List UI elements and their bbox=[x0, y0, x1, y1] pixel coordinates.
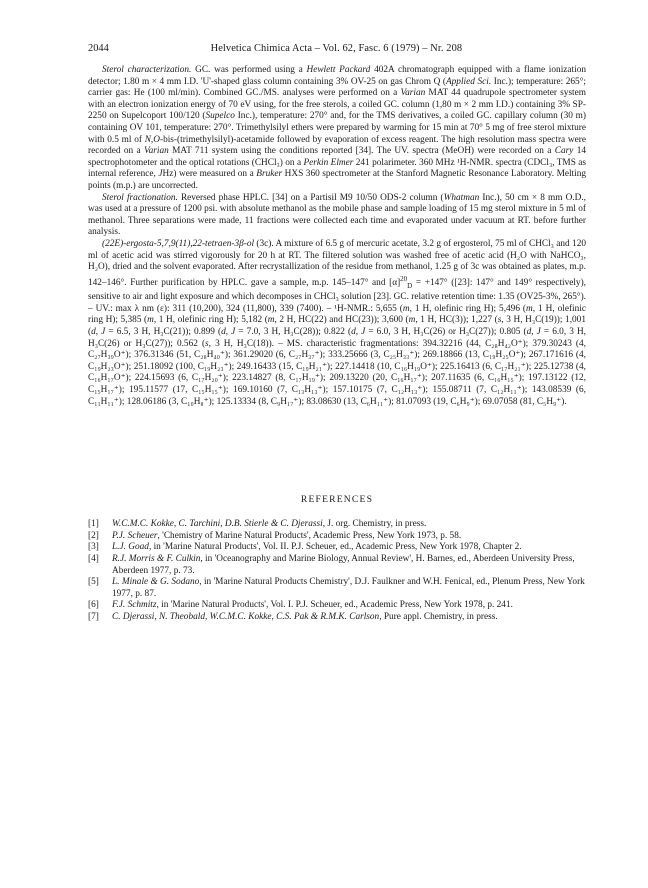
text-run: 402A chromatograph equipped with a flame ionization detector; 1.80 m × 4 mm I.D. 'U'-shaped glass column containing 3% OV-25 on gas Chrom Q ( bbox=[88, 65, 586, 87]
text-run: , Pure appl. Chemistry, in press. bbox=[379, 611, 498, 622]
text-run: = 6.0, 3 H, H₃C(26) or H₃C(27)); 0.562 ( bbox=[88, 327, 586, 349]
reference-item bbox=[88, 577, 586, 600]
text-run: Applied Sci. bbox=[445, 76, 492, 87]
reference-number: [3] bbox=[88, 542, 99, 553]
reference-text bbox=[112, 531, 586, 543]
text-run: R.J. Morris & F. Culkin bbox=[112, 553, 201, 564]
text-run: , 1 H, olefinic ring H); 5,182 ( bbox=[153, 315, 268, 326]
text-run: d, J bbox=[351, 327, 366, 338]
text-run: , 1 H, olefinic ring H); 5,385 ( bbox=[88, 303, 586, 326]
reference-number: [2] bbox=[88, 530, 99, 541]
reference-text bbox=[112, 600, 586, 612]
reference-item bbox=[88, 531, 586, 543]
text-run: Bruker bbox=[256, 169, 283, 180]
text-run: 14 spectrophotometer and the optical rotations (CHCl₃) on a bbox=[88, 146, 587, 168]
reference-number: [4] bbox=[88, 553, 99, 564]
text-run: = 6.0, 3 H, H₃C(26) or H₃C(27)); 0.805 ( bbox=[365, 327, 527, 338]
text-run: d, J bbox=[221, 327, 236, 338]
text-run: GC. was performed using a bbox=[191, 65, 307, 75]
text-run: Sterol characterization. bbox=[102, 65, 192, 75]
text-run: , in 'Marine Natural Products Chemistry', D.J. Faulkner and W.H. Fenical, ed., Plenum Press, New York 1977, p. 87. bbox=[112, 577, 585, 599]
reference-text bbox=[112, 542, 586, 554]
text-run: MAT 711 system using the conditions reported [34]. The UV. spectra (MeOH) were recorded on a bbox=[168, 146, 555, 157]
text-run: P.J. Scheuer bbox=[112, 530, 158, 541]
text-run: , 'Chemistry of Marine Natural Products', Academic Press, New York 1973, p. 58. bbox=[157, 530, 462, 541]
text-run: D bbox=[407, 281, 413, 290]
text-run: , 3 H, H₃C(18)). – MS. characteristic fragmentations: 394.32216 (44, C₂₈H₄₂O⁺); 379.30243 (4, C₂₇H₃₉O⁺); 376.31346 (51, C₂₈H₄₀⁺); 361.29020 (6, C₂₇H₃₇⁺); 333.25666 (3, C₂₅H₃₃⁺); 269.18866 (13, C₁₉H₂₅O⁺); 267.171616 (4, C₁₉H₂₃O⁺); 251.18092 (100, C₁₉H₂₃⁺); 249.16433 (15, C₁₉H₂₁⁺); 227.14418 (10, C₁₆H₁₉O⁺); 225.16413 (6, C₁₇H₂₁⁺); 225.12738 (4, C₁₆H₁₇O⁺); 224.15693 (6, C₁₇H₂₀⁺); 223.14827 (8, C₁₇H₁₉⁺); 209.13220 (20, C₁₆H₁₇⁺); 207.11635 (6, C₁₆H₁₅⁺); 197.13122 (12, C₁₅H₁₇⁺); 195.11577 (17, C₁₅H₁₅⁺); 169.10160 (7, C₁₃H₁₃⁺); 157.10175 (7, C₁₂H₁₃⁺); 155.08711 (7, C₁₂H₁₁⁺); 143.08539 (6, C₁₁H₁₁⁺); 128.06186 (3, C₁₀H₈⁺); 125.13334 (8, C₉H₁₇⁺); 83.08630 (13, C₆H₁₁⁺); 81.07093 (19, C₆H₉⁺); 69.07058 (81, C₅H₉⁺). bbox=[88, 338, 586, 407]
text-run: d, J bbox=[91, 327, 106, 338]
text-run: HXS 360 spectrometer at the Stanford Magnetic Resonance Laboratory. Melting points (m.p.) are uncorrected. bbox=[88, 169, 587, 191]
journal-title: Helvetica Chimica Acta – Vol. 62, Fasc. 6 (1979) – Nr. 208 bbox=[210, 43, 463, 54]
reference-item bbox=[88, 612, 586, 624]
text-run: Inc.), temperature: 270° and, for the TMS derivatives, a coiled GC. capillary column (30 m) containing OV 101, temperature: 270°. Trimethylsilyl ethers were prepared by warming for 15 min at 70° 5 mg of free sterol mixture with 0.5 ml of bbox=[88, 111, 586, 145]
text-run: C. Djerassi, N. Theobald, W.C.M.C. Kokke, C.S. Pak & R.M.K. Carlson bbox=[112, 611, 380, 622]
page bbox=[88, 42, 586, 624]
text-run: Varian bbox=[400, 88, 426, 99]
text-run: (22E)-ergosta-5,7,9(11),22-tetraen-3β-ol bbox=[102, 238, 255, 249]
text-run: = +147° ([23]: 147° and 149° respectively), sensitive to air and light exposure and which decomposes in CHCl₃ solution [23]. GC. relative retention time: 1.35 (OV25-3%, 265°). – UV.: max λ nm (ε): 311 (10,200), 324 (11,800), 339 (7400). – ¹H-NMR.: 5,655 ( bbox=[88, 277, 586, 314]
reference-item bbox=[88, 600, 586, 612]
text-run: m bbox=[402, 303, 410, 314]
text-run: F.J. Schmitz bbox=[112, 600, 157, 611]
references-heading: REFERENCES bbox=[300, 494, 374, 506]
text-run: , 1 H, olefinic ring H); 5,496 ( bbox=[409, 303, 527, 314]
reference-item bbox=[88, 554, 586, 577]
text-run: MAT 44 quadrupole spectrometer system with an electron ionization energy of 70 eV using, for the free sterols, a coiled GC. column (1,80 m × 2 mm I.D.) containing 3% SP-2250 on Supelcoport 100/120 ( bbox=[88, 88, 586, 122]
text-run: (3c). A mixture of 6.5 g of mercuric acetate, 3.2 g of ergosterol, 75 ml of CHCl₃ and 120 ml of acetic acid was stirred vigorously for 20 h at RT. The filtered solution was washed free of acetic acid (H₂O with NaHCO₃, H₂O), dried and the solvent evaporated. After recrystallization of the residue from methanol, 1.25 g of 3c was obtained as plates, m.p. 142–146°. Further purification by HPLC. gave a sample, m.p. 145–147° and [α] bbox=[88, 238, 586, 288]
text-run: , 3 H, H₃C(19)); 1,001 ( bbox=[88, 315, 586, 338]
text-run: L.J. Goad bbox=[112, 542, 149, 553]
text-run: , in 'Oceanography and Marine Biology, Annual Review', H. Barnes, ed., Aberdeen University Press, Aberdeen 1977, p. 73. bbox=[112, 553, 575, 576]
text-run: Hz) were measured on a bbox=[162, 169, 257, 180]
text-run: Varian bbox=[143, 146, 169, 157]
text-run: Perkin Elmer bbox=[303, 157, 354, 168]
text-run: , J. org. Chemistry, in press. bbox=[322, 519, 427, 530]
page-number: 2044 bbox=[88, 43, 109, 54]
references-list bbox=[88, 519, 586, 623]
text-run: N,O bbox=[144, 134, 160, 145]
text-run: , in 'Marine Natural Products', Vol. I. P.J. Scheuer, ed., Academic Press, New York 1978, p. 241. bbox=[156, 600, 513, 611]
running-header bbox=[88, 42, 586, 55]
reference-number: [6] bbox=[88, 600, 99, 611]
text-run: J bbox=[158, 169, 163, 180]
text-run: , 1 H, HC(3)); 1,227 ( bbox=[415, 315, 498, 326]
reference-text bbox=[112, 612, 586, 624]
experimental-section bbox=[88, 65, 586, 408]
reference-number: [5] bbox=[88, 577, 99, 588]
text-run: Inc.); temperature: 265°; carrier gas: He (100 ml/min). Combined GC./MS. analyses were performed on a bbox=[88, 76, 586, 99]
text-run: , 2 H, HC(22) and HC(23)); 3,600 ( bbox=[274, 315, 409, 326]
text-run: Inc.), 50 cm × 8 mm O.D., was used at a pressure of 1200 psi. with absolute methanol as the mobile phase and sample loading of 15 mg sterol mixture in 5 ml of methanol. Three separations were made, 11 fractions were collected each time and evaporated under vacuum at RT. before further analysis. bbox=[88, 192, 586, 238]
paragraph-sterol-characterization bbox=[88, 65, 586, 193]
text-run: s bbox=[205, 338, 209, 349]
paragraph-ergostatetraenol bbox=[88, 239, 586, 408]
text-run: = 7.0, 3 H, H₃C(28)); 0.822 ( bbox=[235, 327, 352, 338]
text-run: -bis-(trimethylsilyl)-acetamide followed by evaporation of excess reagent. The high resolution mass spectra were recorded on a bbox=[88, 134, 586, 157]
text-run: W.C.M.C. Kokke, C. Tarchini, D.B. Stierle & C. Djerassi bbox=[112, 519, 323, 530]
text-run: L. Minale & G. Sodano bbox=[112, 577, 200, 588]
reference-text bbox=[112, 554, 586, 577]
text-run: Cary bbox=[554, 146, 574, 157]
text-run: m bbox=[147, 315, 154, 326]
text-run: 20 bbox=[400, 274, 408, 283]
text-run: d, J bbox=[526, 327, 541, 338]
text-run: m bbox=[408, 315, 416, 326]
reference-item bbox=[88, 519, 586, 531]
reference-number: [7] bbox=[88, 611, 99, 622]
text-run: s bbox=[497, 315, 502, 326]
text-run: Hewlett Packard bbox=[306, 65, 371, 75]
reference-text bbox=[112, 519, 586, 531]
reference-number: [1] bbox=[88, 519, 99, 530]
text-run: 241 polarimeter. 360 MHz ¹H-NMR. spectra (CDCl₃, TMS as internal reference, bbox=[88, 157, 586, 180]
reference-text bbox=[112, 577, 586, 600]
text-run: Supelco bbox=[205, 111, 235, 122]
text-run: = 6.5, 3 H, H₃C(21)); 0.899 ( bbox=[105, 327, 222, 338]
text-run: m bbox=[526, 303, 533, 314]
text-run: Reversed phase HPLC. [34] on a Partisil M9 10/50 ODS-2 column ( bbox=[177, 192, 444, 203]
paragraph-sterol-fractionation bbox=[88, 193, 586, 239]
text-run: Whatman bbox=[443, 192, 480, 203]
text-run: m bbox=[267, 315, 275, 326]
reference-item bbox=[88, 542, 586, 554]
text-run: Sterol fractionation. bbox=[102, 192, 178, 203]
text-run: , in 'Marine Natural Products', Vol. II. P.J. Scheuer, ed., Academic Press, New York 1978, Chapter 2. bbox=[148, 542, 522, 553]
